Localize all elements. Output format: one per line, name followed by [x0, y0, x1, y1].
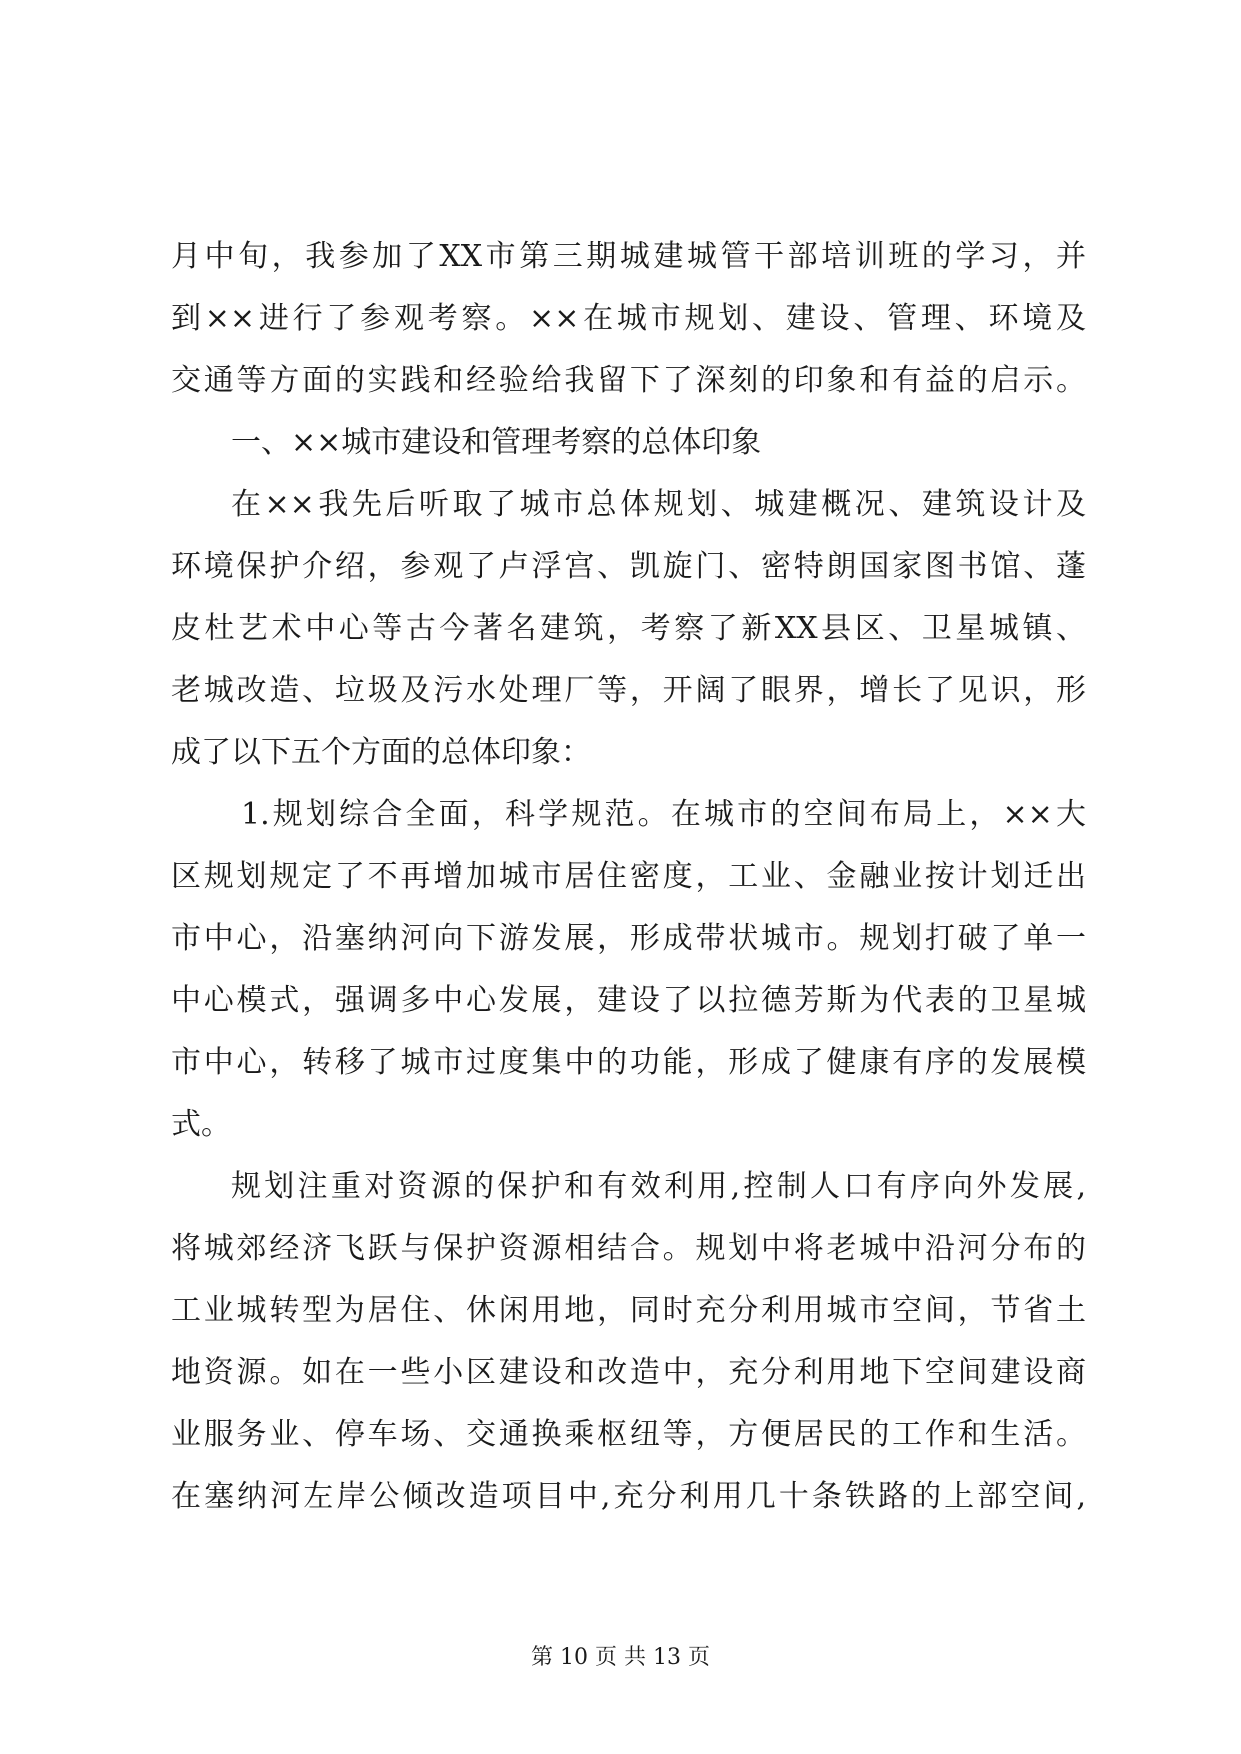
text-line: 工业城转型为居住、休闲用地，同时充分利用城市空间，节省土	[171, 1293, 1086, 1328]
text-line: 区规划规定了不再增加城市居住密度，工业、金融业按计划迁出	[171, 859, 1086, 894]
section-heading: 一、××城市建设和管理考察的总体印象	[231, 425, 762, 460]
text-line: 业服务业、停车场、交通换乘枢纽等，方便居民的工作和生活。	[171, 1417, 1086, 1452]
text-line: 成了以下五个方面的总体印象：	[171, 735, 591, 770]
page-number-footer: 第 10 页 共 13 页	[531, 1645, 710, 1670]
text-line: 地资源。如在一些小区建设和改造中，充分利用地下空间建设商	[171, 1355, 1086, 1390]
text-line: 将城郊经济飞跃与保护资源相结合。规划中将老城中沿河分布的	[171, 1231, 1086, 1266]
text-line: 皮杜艺术中心等古今著名建筑，考察了新XX县区、卫星城镇、	[171, 611, 1086, 646]
text-line: 交通等方面的实践和经验给我留下了深刻的印象和有益的启示。	[171, 363, 1086, 398]
text-line: 中心模式，强调多中心发展，建设了以拉德芳斯为代表的卫星城	[171, 983, 1086, 1018]
text-line: 环境保护介绍，参观了卢浮宫、凯旋门、密特朗国家图书馆、蓬	[171, 549, 1086, 584]
text-line: 在塞纳河左岸公倾改造项目中,充分利用几十条铁路的上部空间,	[171, 1479, 1086, 1514]
text-line: 市中心，沿塞纳河向下游发展，形成带状城市。规划打破了单一	[171, 921, 1086, 956]
text-line: 市中心，转移了城市过度集中的功能，形成了健康有序的发展模	[171, 1045, 1086, 1080]
text-line: 式。	[171, 1107, 231, 1142]
text-line: 1.规划综合全面，科学规范。在城市的空间布局上，××大	[241, 797, 1086, 832]
text-line: 月中旬，我参加了XX市第三期城建城管干部培训班的学习，并	[171, 239, 1086, 274]
text-line: 到××进行了参观考察。××在城市规划、建设、管理、环境及	[171, 301, 1086, 336]
body-text	[171, 226, 1086, 1528]
text-line: 老城改造、垃圾及污水处理厂等，开阔了眼界，增长了见识，形	[171, 673, 1086, 708]
text-line: 在××我先后听取了城市总体规划、城建概况、建筑设计及	[231, 487, 1086, 522]
text-line: 规划注重对资源的保护和有效利用,控制人口有序向外发展,	[231, 1169, 1086, 1204]
